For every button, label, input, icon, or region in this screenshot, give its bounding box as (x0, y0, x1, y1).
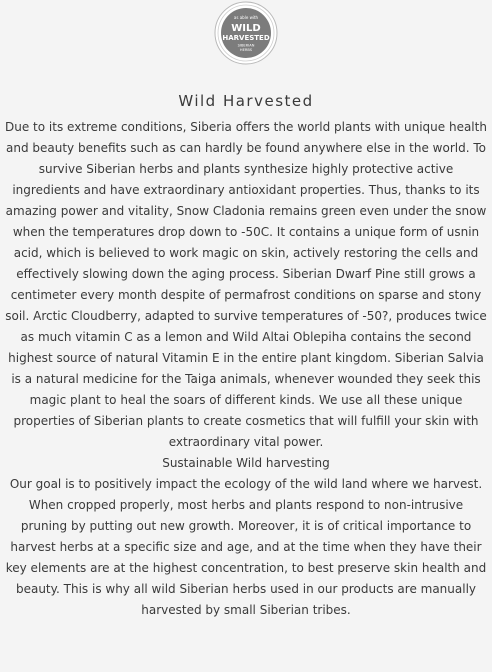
badge-top-text: as able with (233, 15, 259, 20)
badge-main-line1: WILD (231, 23, 261, 34)
badge-seal-icon (213, 0, 279, 66)
badge-bottom-line1: SIBERIAN (237, 43, 255, 48)
page-title: Wild Harvested (178, 92, 314, 110)
sustainability-paragraph: Our goal is to positively impact the ecology of the wild land where we harvest. When cropped properly, most herbs and plants respond to non-intrusive pruning by putting out new growth. Moreover, it is of critical importance to harvest herbs at a specific size and age, and at the time when they have their key elements are at the highest concentration, to best preserve skin health and beauty. This is why all wild Siberian herbs used in our products are manually harvested by small Siberian tribes. (5, 477, 487, 617)
badge-bottom-line2: HERBS (239, 48, 253, 52)
badge-main-line2: HARVESTED (222, 34, 270, 42)
wild-harvested-badge (213, 0, 279, 66)
section-subheading: Sustainable Wild harvesting (162, 456, 330, 470)
intro-paragraph: Due to its extreme conditions, Siberia offers the world plants with unique health and beauty benefits such as can hardly be found anywhere else in the world. To survive Siberian herbs and plants synthesize highly protective active ingredients and have extraordinary antioxidant properties. Thus, thanks to its amazing power and vitality, Snow Cladonia remains green even under the snow when the temperatures drop down to -50C. It contains a unique form of usnin acid, which is believed to work magic on skin, actively restoring the cells and effectively slowing down the aging process. Siberian Dwarf Pine still grows a centimeter every month despite of permafrost conditions on sparse and stony soil. Arctic Cloudberry, adapted to survive temperatures of -50?, produces twice as much vitamin C as a lemon and Wild Altai Oblepiha contains the second highest source of natural Vitamin E in the entire plant kingdom. Siberian Salvia is a natural medicine for the Taiga animals, whenever wounded they seek this magic plant to heal the soars of different kinds. We use all these unique properties of Siberian plants to create cosmetics that will fulfill your skin with extraordinary vital power. (5, 120, 487, 449)
